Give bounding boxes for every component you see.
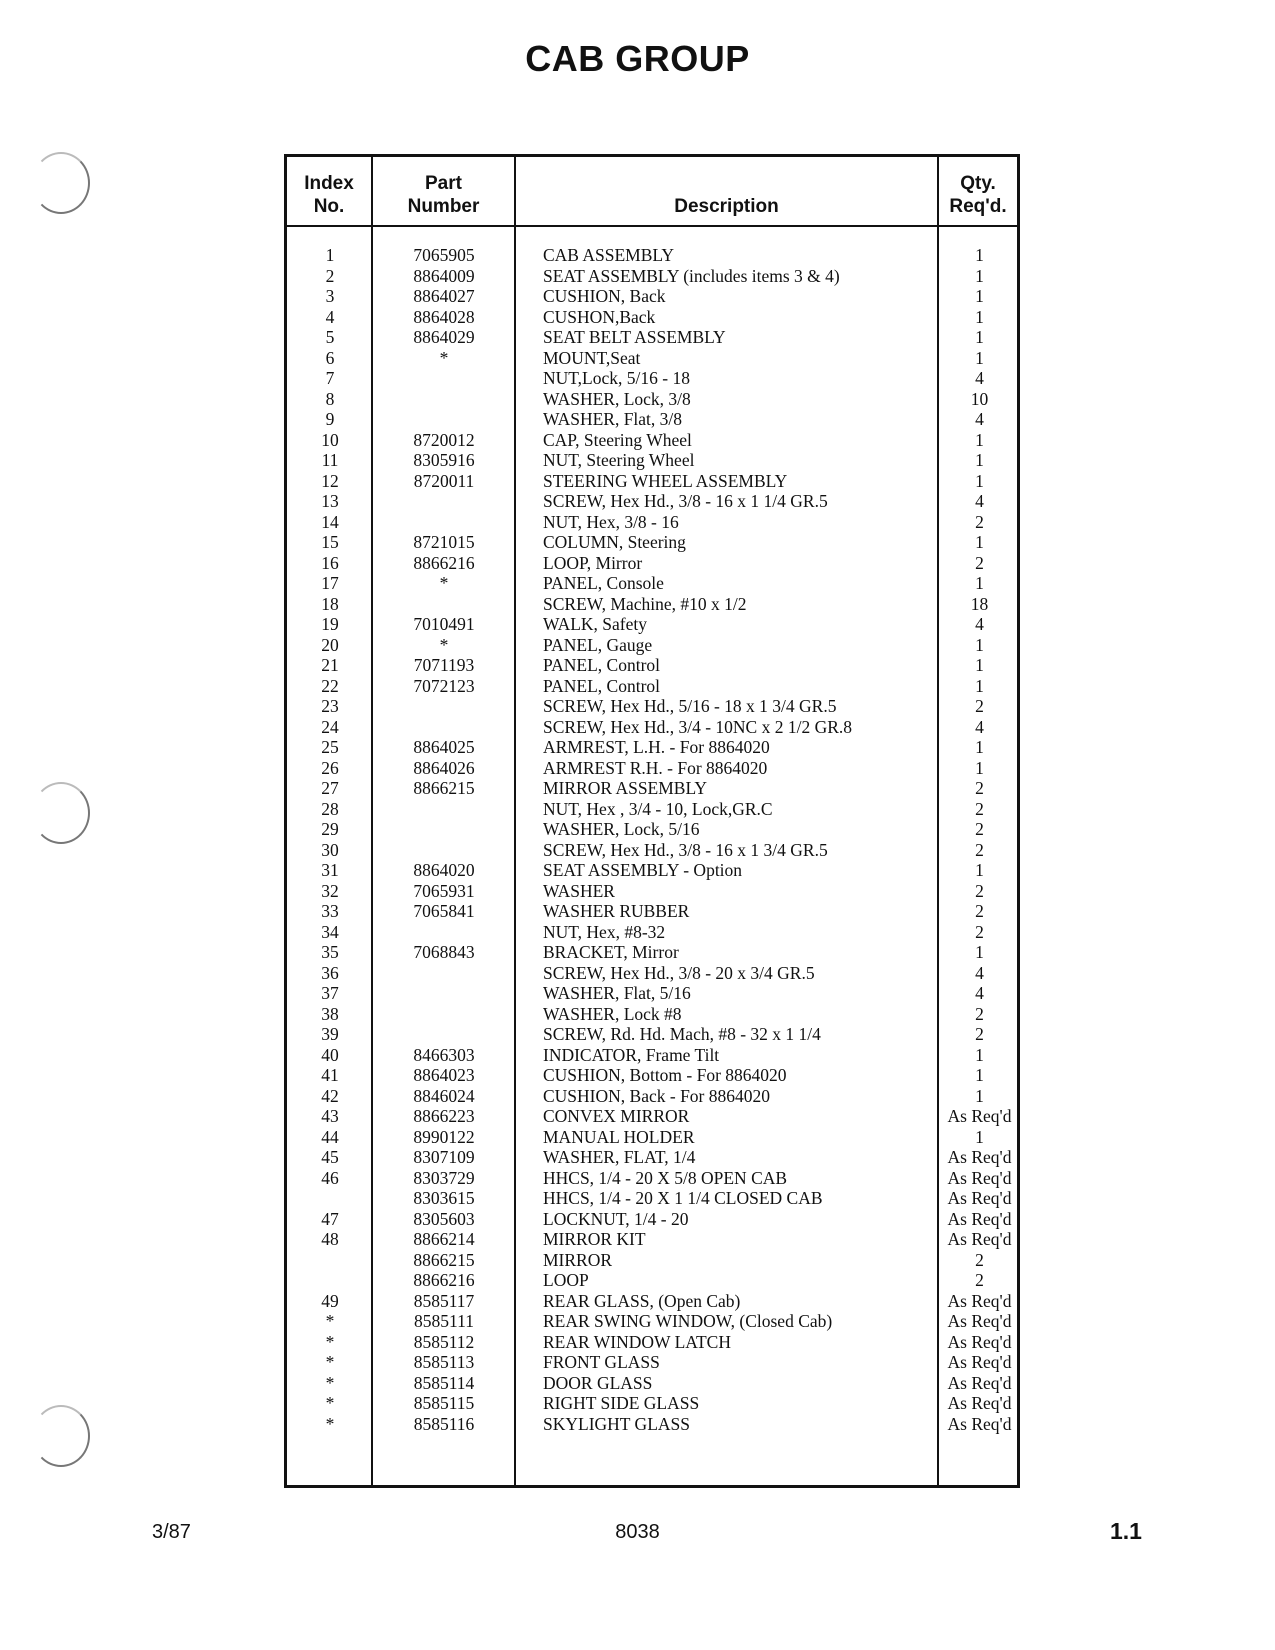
qty-cell: 10 [970, 388, 989, 409]
part-number-cell: 8866215 [413, 1249, 475, 1270]
part-number-cell: 8585114 [413, 1372, 475, 1393]
index-cell: * [325, 1393, 335, 1413]
description-cell: CUSHON,Back [543, 306, 656, 327]
index-cell: 39 [321, 1024, 339, 1044]
part-number-cell: 8585111 [414, 1311, 474, 1331]
index-cell: 42 [321, 1085, 339, 1106]
part-number-cell: 8846024 [413, 1085, 475, 1106]
qty-cell: 1 [975, 1085, 984, 1106]
index-cell: 47 [321, 1208, 339, 1229]
table-row [287, 778, 1017, 799]
index-cell: 24 [321, 716, 339, 737]
index-cell: 21 [321, 655, 339, 675]
description-cell: PANEL, Gauge [543, 634, 653, 655]
description-cell: ARMREST, L.H. - For 8864020 [543, 737, 770, 757]
table-row [287, 532, 1017, 553]
index-cell: 23 [321, 696, 339, 716]
table-row [287, 266, 1017, 287]
index-cell: 20 [321, 634, 339, 655]
description-cell: CUSHION, Back [543, 286, 666, 306]
qty-cell: 1 [975, 757, 984, 778]
part-number-cell: 8866216 [413, 1270, 475, 1290]
description-cell: DOOR GLASS [543, 1372, 653, 1393]
description-cell: PANEL, Control [543, 675, 661, 696]
table-row [287, 737, 1017, 758]
qty-cell: 1 [975, 675, 984, 696]
qty-cell: 2 [975, 1249, 984, 1270]
description-cell: WASHER, FLAT, 1/4 [543, 1147, 696, 1167]
part-number-cell: 8720012 [413, 429, 475, 450]
table-row [287, 1311, 1017, 1332]
index-cell: 34 [321, 921, 339, 942]
description-cell: SCREW, Hex Hd., 3/4 - 10NC x 2 1/2 GR.8 [543, 716, 853, 737]
part-number-cell: 8864028 [413, 306, 475, 327]
qty-cell: 2 [975, 511, 984, 532]
qty-cell: 4 [975, 368, 984, 388]
table-row [287, 614, 1017, 635]
part-number-cell: 8305603 [413, 1208, 475, 1229]
index-cell: * [325, 1311, 335, 1331]
description-cell: SCREW, Hex Hd., 3/8 - 20 x 3/4 GR.5 [543, 962, 815, 983]
description-cell: NUT, Hex , 3/4 - 10, Lock,GR.C [543, 798, 773, 819]
description-cell: CAP, Steering Wheel [543, 429, 692, 450]
description-cell: WASHER, Flat, 3/8 [543, 409, 683, 429]
table-row [287, 1024, 1017, 1045]
index-cell: 6 [325, 347, 335, 368]
qty-cell: 1 [975, 265, 984, 286]
part-number-cell: 8307109 [413, 1147, 475, 1167]
header-part-number: Part Number [407, 173, 480, 217]
description-cell: SEAT ASSEMBLY - Option [543, 860, 743, 880]
table-row [287, 1229, 1017, 1250]
table-row [287, 819, 1017, 840]
index-cell: 28 [321, 798, 339, 819]
qty-cell: 1 [975, 655, 984, 675]
qty-cell: 2 [975, 696, 984, 716]
qty-cell: As Req'd [947, 1352, 1012, 1372]
description-cell: NUT, Hex, 3/8 - 16 [543, 511, 679, 532]
qty-cell: 2 [975, 552, 984, 573]
description-cell: SCREW, Hex Hd., 5/16 - 18 x 1 3/4 GR.5 [543, 696, 837, 716]
index-cell: 4 [325, 306, 335, 327]
description-cell: SEAT ASSEMBLY (includes items 3 & 4) [543, 265, 840, 286]
qty-cell: 1 [975, 286, 984, 306]
part-number-cell: 7065931 [413, 880, 475, 901]
header-description: Description [674, 196, 779, 217]
description-cell: NUT, Hex, #8-32 [543, 921, 666, 942]
part-number-cell: 8585115 [413, 1393, 475, 1413]
table-row [287, 717, 1017, 738]
qty-cell: 2 [975, 921, 984, 942]
qty-cell: 1 [975, 327, 984, 347]
description-cell: INDICATOR, Frame Tilt [543, 1044, 720, 1065]
qty-cell: 1 [975, 860, 984, 880]
part-number-cell: 7065905 [413, 245, 475, 265]
description-cell: WASHER, Lock, 5/16 [543, 819, 700, 839]
table-row [287, 901, 1017, 922]
table-row [287, 512, 1017, 533]
qty-cell: 1 [975, 306, 984, 327]
qty-cell: 2 [975, 819, 984, 839]
part-number-cell: 7072123 [413, 675, 475, 696]
description-cell: WALK, Safety [543, 614, 648, 634]
part-number-cell: 8303729 [413, 1167, 475, 1188]
qty-cell: 1 [975, 450, 984, 470]
table-row [287, 881, 1017, 902]
description-cell: MIRROR [543, 1249, 613, 1270]
description-cell: HHCS, 1/4 - 20 X 5/8 OPEN CAB [543, 1167, 788, 1188]
qty-cell: 1 [975, 429, 984, 450]
qty-cell: 1 [975, 470, 984, 491]
index-cell: 3 [325, 286, 335, 306]
description-cell: REAR WINDOW LATCH [543, 1331, 731, 1352]
description-cell: ARMREST R.H. - For 8864020 [543, 757, 768, 778]
table-row [287, 758, 1017, 779]
qty-cell: 1 [975, 634, 984, 655]
part-number-cell: 8864020 [413, 860, 475, 880]
table-row [287, 1250, 1017, 1271]
description-cell: PANEL, Control [543, 655, 661, 675]
part-number-cell: 8303615 [413, 1188, 475, 1208]
index-cell: 43 [321, 1106, 339, 1126]
qty-cell: As Req'd [947, 1229, 1012, 1249]
qty-cell: 18 [970, 593, 989, 614]
description-cell: WASHER, Lock, 3/8 [543, 388, 691, 409]
description-cell: SCREW, Hex Hd., 3/8 - 16 x 1 1/4 GR.5 [543, 491, 828, 511]
description-cell: NUT, Steering Wheel [543, 450, 695, 470]
part-number-cell: 8466303 [413, 1044, 475, 1065]
table-row [287, 1127, 1017, 1148]
table-row [287, 450, 1017, 471]
description-cell: WASHER [543, 880, 615, 901]
table-row [287, 368, 1017, 389]
index-cell: 5 [325, 327, 335, 347]
table-row [287, 286, 1017, 307]
qty-cell: 4 [975, 716, 984, 737]
description-cell: COLUMN, Steering [543, 532, 686, 552]
index-cell: 31 [321, 860, 339, 880]
description-cell: LOOP, Mirror [543, 552, 643, 573]
index-cell: 44 [321, 1126, 339, 1147]
index-cell: 17 [321, 573, 339, 593]
index-cell: 32 [321, 880, 339, 901]
part-number-cell: 8864023 [413, 1065, 475, 1085]
qty-cell: 1 [975, 737, 984, 757]
table-row [287, 860, 1017, 881]
index-cell: * [325, 1331, 335, 1352]
table-row [287, 573, 1017, 594]
qty-cell: As Req'd [947, 1290, 1012, 1311]
description-cell: SKYLIGHT GLASS [543, 1413, 690, 1434]
table-row [287, 491, 1017, 512]
qty-cell: 1 [975, 1126, 984, 1147]
description-cell: CAB ASSEMBLY [543, 245, 674, 265]
part-number-cell: 8585112 [413, 1331, 475, 1352]
qty-cell: 1 [975, 347, 984, 368]
part-number-cell: 8585117 [413, 1290, 475, 1311]
table-row [287, 1004, 1017, 1025]
part-number-cell: 8866223 [413, 1106, 475, 1126]
qty-cell: 4 [975, 983, 984, 1003]
table-row [287, 389, 1017, 410]
index-cell: 29 [321, 819, 339, 839]
part-number-cell: 7010491 [413, 614, 475, 634]
qty-cell: As Req'd [947, 1188, 1012, 1208]
index-cell: 22 [321, 675, 339, 696]
table-row [287, 655, 1017, 676]
part-number-cell: 8864009 [413, 265, 475, 286]
header-qty: Qty. Req'd. [949, 173, 1007, 217]
qty-cell: As Req'd [947, 1311, 1012, 1331]
table-row [287, 1086, 1017, 1107]
table-row [287, 1045, 1017, 1066]
part-number-cell: 8864026 [413, 757, 475, 778]
description-cell: CONVEX MIRROR [543, 1106, 690, 1126]
part-number-cell: 8585113 [413, 1352, 475, 1372]
index-cell: 14 [321, 511, 339, 532]
table-row [287, 963, 1017, 984]
part-number-cell: * [439, 634, 449, 655]
qty-cell: 2 [975, 798, 984, 819]
description-cell: BRACKET, Mirror [543, 942, 679, 962]
table-row [287, 799, 1017, 820]
description-cell: MIRROR ASSEMBLY [543, 778, 708, 798]
table-row [287, 1147, 1017, 1168]
index-cell: 10 [321, 429, 339, 450]
description-cell: PANEL, Console [543, 573, 664, 593]
table-row [287, 1332, 1017, 1353]
index-cell: 48 [321, 1229, 339, 1249]
part-number-cell: 7065841 [413, 901, 475, 921]
description-cell: SEAT BELT ASSEMBLY [543, 327, 726, 347]
part-number-cell: * [439, 573, 449, 593]
table-row [287, 1106, 1017, 1127]
table-row [287, 245, 1017, 266]
part-number-cell: 8585116 [413, 1413, 475, 1434]
page-title: CAB GROUP [525, 38, 750, 79]
part-number-cell: * [439, 347, 449, 368]
qty-cell: As Req'd [947, 1331, 1012, 1352]
qty-cell: 4 [975, 409, 984, 429]
description-cell: REAR SWING WINDOW, (Closed Cab) [543, 1311, 833, 1331]
description-cell: STEERING WHEEL ASSEMBLY [543, 470, 788, 491]
description-cell: WASHER, Lock #8 [543, 1003, 682, 1024]
table-row [287, 1414, 1017, 1435]
part-number-cell: 7068843 [413, 942, 475, 962]
qty-cell: 2 [975, 880, 984, 901]
part-number-cell: 8864027 [413, 286, 475, 306]
description-cell: MOUNT,Seat [543, 347, 641, 368]
index-cell: 49 [321, 1290, 339, 1311]
description-cell: CUSHION, Bottom - For 8864020 [543, 1065, 787, 1085]
table-row [287, 1393, 1017, 1414]
part-number-cell: 8866214 [413, 1229, 475, 1249]
description-cell: SCREW, Machine, #10 x 1/2 [543, 593, 747, 614]
table-row [287, 1188, 1017, 1209]
qty-cell: 4 [975, 491, 984, 511]
index-cell: 45 [321, 1147, 339, 1167]
qty-cell: As Req'd [947, 1106, 1012, 1126]
index-cell: 41 [321, 1065, 339, 1085]
qty-cell: As Req'd [947, 1372, 1012, 1393]
description-cell: FRONT GLASS [543, 1352, 660, 1372]
description-cell: REAR GLASS, (Open Cab) [543, 1290, 741, 1311]
qty-cell: 2 [975, 1003, 984, 1024]
qty-cell: 4 [975, 614, 984, 634]
description-cell: MIRROR KIT [543, 1229, 646, 1249]
index-cell: 35 [321, 942, 339, 962]
index-cell: 26 [321, 757, 339, 778]
part-number-cell: 8990122 [413, 1126, 475, 1147]
qty-cell: 1 [975, 942, 984, 962]
binder-hole-top [32, 152, 90, 214]
part-number-cell: 8305916 [413, 450, 475, 470]
part-number-cell: 8720011 [413, 470, 475, 491]
table-row [287, 1373, 1017, 1394]
table-row [287, 942, 1017, 963]
description-cell: RIGHT SIDE GLASS [543, 1393, 700, 1413]
table-row [287, 1291, 1017, 1312]
table-row [287, 1209, 1017, 1230]
index-cell: 46 [321, 1167, 339, 1188]
binder-hole-bottom [32, 1405, 90, 1467]
part-number-cell: 8721015 [413, 532, 475, 552]
index-cell: 18 [321, 593, 339, 614]
index-cell: 12 [321, 470, 339, 491]
table-row [287, 553, 1017, 574]
qty-cell: 1 [975, 1044, 984, 1065]
table-row [287, 430, 1017, 451]
table-row [287, 1168, 1017, 1189]
footer-page-number: 1.1 [1110, 1518, 1142, 1544]
table-row [287, 696, 1017, 717]
part-number-cell: 8864029 [413, 327, 475, 347]
qty-cell: 2 [975, 778, 984, 798]
qty-cell: As Req'd [947, 1208, 1012, 1229]
binder-hole-middle [32, 782, 90, 844]
parts-table [284, 154, 1020, 1488]
table-row [287, 983, 1017, 1004]
table-row [287, 1270, 1017, 1291]
part-number-cell: 8864025 [413, 737, 475, 757]
index-cell: 36 [321, 962, 339, 983]
table-row [287, 348, 1017, 369]
index-cell: 13 [321, 491, 339, 511]
index-cell: 2 [325, 265, 335, 286]
description-cell: MANUAL HOLDER [543, 1126, 695, 1147]
qty-cell: As Req'd [947, 1167, 1012, 1188]
index-cell: * [325, 1413, 335, 1434]
description-cell: SCREW, Hex Hd., 3/8 - 16 x 1 3/4 GR.5 [543, 839, 828, 860]
table-row [287, 409, 1017, 430]
table-row [287, 922, 1017, 943]
index-cell: 27 [321, 778, 339, 798]
qty-cell: 4 [975, 962, 984, 983]
index-cell: 1 [325, 245, 335, 265]
table-row [287, 307, 1017, 328]
index-cell: * [325, 1372, 335, 1393]
part-number-cell: 8866215 [413, 778, 475, 798]
index-cell: 9 [325, 409, 335, 429]
footer-date: 3/87 [152, 1521, 191, 1543]
table-row [287, 1352, 1017, 1373]
description-cell: NUT,Lock, 5/16 - 18 [543, 368, 690, 388]
index-cell: 16 [321, 552, 339, 573]
index-cell: 7 [325, 368, 335, 388]
description-cell: WASHER RUBBER [543, 901, 690, 921]
part-number-cell: 7071193 [413, 655, 475, 675]
footer-model: 8038 [615, 1521, 660, 1543]
qty-cell: 2 [975, 1270, 984, 1290]
index-cell: 8 [325, 388, 335, 409]
table-row [287, 676, 1017, 697]
index-cell: 19 [321, 614, 339, 634]
qty-cell: 1 [975, 573, 984, 593]
part-number-cell: 8866216 [413, 552, 475, 573]
table-row [287, 840, 1017, 861]
description-cell: LOOP [543, 1270, 589, 1290]
table-row [287, 327, 1017, 348]
index-cell: 38 [321, 1003, 339, 1024]
index-cell: 25 [321, 737, 339, 757]
index-cell: 33 [321, 901, 339, 921]
index-cell: 30 [321, 839, 339, 860]
qty-cell: 2 [975, 901, 984, 921]
qty-cell: 1 [975, 245, 984, 265]
qty-cell: As Req'd [947, 1147, 1012, 1167]
index-cell: 37 [321, 983, 339, 1003]
index-cell: * [325, 1352, 335, 1372]
index-cell: 15 [321, 532, 339, 552]
qty-cell: As Req'd [947, 1393, 1012, 1413]
table-row [287, 471, 1017, 492]
description-cell: LOCKNUT, 1/4 - 20 [543, 1208, 689, 1229]
table-row [287, 1065, 1017, 1086]
header-index: Index No. [304, 173, 354, 217]
description-cell: CUSHION, Back - For 8864020 [543, 1085, 771, 1106]
index-cell: 40 [321, 1044, 339, 1065]
header-divider [287, 225, 1017, 227]
qty-cell: 1 [975, 532, 984, 552]
qty-cell: 2 [975, 1024, 984, 1044]
table-row [287, 635, 1017, 656]
qty-cell: As Req'd [947, 1413, 1012, 1434]
index-cell: 11 [321, 450, 339, 470]
qty-cell: 2 [975, 839, 984, 860]
table-row [287, 594, 1017, 615]
description-cell: HHCS, 1/4 - 20 X 1 1/4 CLOSED CAB [543, 1188, 823, 1208]
description-cell: SCREW, Rd. Hd. Mach, #8 - 32 x 1 1/4 [543, 1024, 821, 1044]
qty-cell: 1 [975, 1065, 984, 1085]
description-cell: WASHER, Flat, 5/16 [543, 983, 691, 1003]
